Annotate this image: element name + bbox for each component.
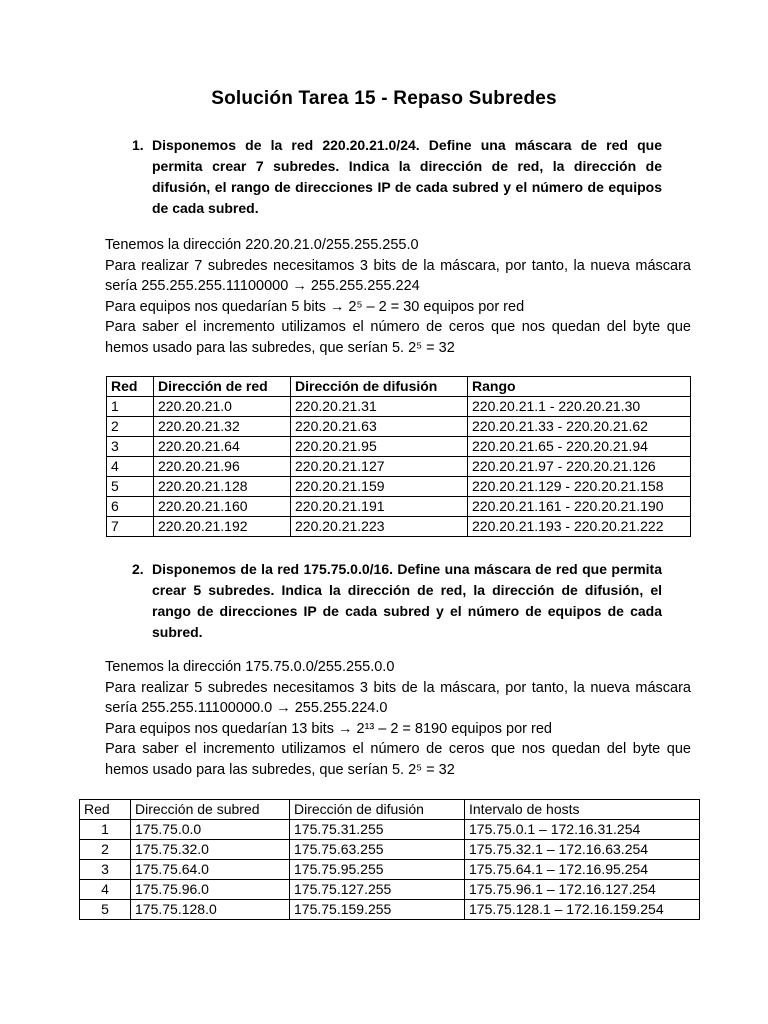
table-header: Intervalo de hosts [465,800,700,820]
question-1 [132,135,662,219]
table-cell: 220.20.21.161 - 220.20.21.190 [468,497,691,517]
table-cell: 220.20.21.33 - 220.20.21.62 [468,417,691,437]
answer-line: Para equipos nos quedarían 5 bits → 2⁵ – 2 = 30 equipos por red [105,298,525,315]
table-row [107,397,691,417]
table-row [107,497,691,517]
table-row [107,457,691,477]
table-cell: 220.20.21.31 [291,397,468,417]
table-cell: 220.20.21.223 [291,517,468,537]
answer-line: Tenemos la dirección 220.20.21.0/255.255.255.0 [105,237,419,253]
table-row [80,820,700,840]
table-cell: 175.75.128.0 [131,900,290,920]
answer-line: Para realizar 7 subredes necesitamos 3 bits de la máscara, por tanto, la nueva máscara sería 255.255.255.11100000 → 255.255.255.224 [105,257,691,294]
table-row [80,840,700,860]
question-2 [132,559,662,643]
table-cell: 3 [107,437,154,457]
subnet-table-1 [106,376,691,537]
table-cell: 175.75.96.1 – 172.16.127.254 [465,880,700,900]
table-header: Red [107,377,154,397]
table-cell: 220.20.21.32 [154,417,291,437]
table-cell: 175.75.32.1 – 172.16.63.254 [465,840,700,860]
answer-line: Para saber el incremento utilizamos el número de ceros que nos quedan del byte que hemos usado para las subredes, que serían 5. 2⁵ = 32 [105,741,691,778]
table-cell: 220.20.21.0 [154,397,291,417]
question-text: Disponemos de la red 220.20.21.0/24. Define una máscara de red que permita crear 7 subredes. Indica la dirección de red, la dirección de difusión, el rango de direcciones IP de cada subred y el número de equipos de cada subred. [152,137,662,216]
answer-line: Para saber el incremento utilizamos el número de ceros que nos quedan del byte que hemos usado para las subredes, que serían 5. 2⁵ = 32 [105,319,691,356]
table-cell: 175.75.31.255 [290,820,465,840]
page-title: Solución Tarea 15 - Repaso Subredes [211,88,557,109]
table-cell: 6 [107,497,154,517]
table-cell: 220.20.21.95 [291,437,468,457]
table-cell: 220.20.21.65 - 220.20.21.94 [468,437,691,457]
table-cell: 3 [80,860,131,880]
answer-1 [105,235,691,358]
table-cell: 2 [107,417,154,437]
table-cell: 220.20.21.193 - 220.20.21.222 [468,517,691,537]
table-cell: 220.20.21.191 [291,497,468,517]
table-header: Dirección de subred [131,800,290,820]
table-header: Red [80,800,131,820]
table-cell: 175.75.127.255 [290,880,465,900]
question-text: Disponemos de la red 175.75.0.0/16. Define una máscara de red que permita crear 5 subredes. Indica la dirección de red, la dirección de difusión, el rango de direcciones IP de cada subred y el número de equipos de cada subred. [152,561,662,640]
table-cell: 5 [107,477,154,497]
answer-line: Para realizar 5 subredes necesitamos 3 bits de la máscara, por tanto, la nueva máscara sería 255.255.11100000.0 → 255.255.224.0 [105,679,691,716]
table-row [107,477,691,497]
table-cell: 175.75.0.0 [131,820,290,840]
table-row [80,880,700,900]
table-row [80,900,700,920]
table-row [107,417,691,437]
table-cell: 5 [80,900,131,920]
table-header: Dirección de red [154,377,291,397]
table-cell: 220.20.21.159 [291,477,468,497]
table-cell: 220.20.21.64 [154,437,291,457]
table-cell: 175.75.63.255 [290,840,465,860]
table-header: Rango [468,377,691,397]
table-cell: 175.75.128.1 – 172.16.159.254 [465,900,700,920]
table-cell: 220.20.21.160 [154,497,291,517]
table-cell: 4 [80,880,131,900]
table-row [80,860,700,880]
table-cell: 175.75.95.255 [290,860,465,880]
subnet-table-2 [79,799,700,920]
table-cell: 1 [107,397,154,417]
answer-line: Para equipos nos quedarían 13 bits → 2¹³ – 2 = 8190 equipos por red [105,720,552,737]
table-cell: 175.75.0.1 – 172.16.31.254 [465,820,700,840]
table-cell: 1 [80,820,131,840]
table-header: Dirección de difusión [291,377,468,397]
table-header-row [80,800,700,820]
table-cell: 175.75.159.255 [290,900,465,920]
table-cell: 220.20.21.192 [154,517,291,537]
question-number: 2. [132,561,144,577]
answer-2 [105,657,691,780]
table-cell: 175.75.96.0 [131,880,290,900]
table-cell: 175.75.32.0 [131,840,290,860]
table-cell: 175.75.64.1 – 172.16.95.254 [465,860,700,880]
table-cell: 4 [107,457,154,477]
table-header: Dirección de difusión [290,800,465,820]
table-cell: 220.20.21.128 [154,477,291,497]
answer-line: Tenemos la dirección 175.75.0.0/255.255.0.0 [105,659,395,675]
table-header-row [107,377,691,397]
table-row [107,437,691,457]
table-cell: 2 [80,840,131,860]
table-cell: 7 [107,517,154,537]
table-row [107,517,691,537]
table-cell: 220.20.21.1 - 220.20.21.30 [468,397,691,417]
question-number: 1. [132,137,144,153]
table-cell: 220.20.21.127 [291,457,468,477]
table-cell: 220.20.21.63 [291,417,468,437]
table-cell: 220.20.21.96 [154,457,291,477]
table-cell: 220.20.21.129 - 220.20.21.158 [468,477,691,497]
table-cell: 175.75.64.0 [131,860,290,880]
table-cell: 220.20.21.97 - 220.20.21.126 [468,457,691,477]
